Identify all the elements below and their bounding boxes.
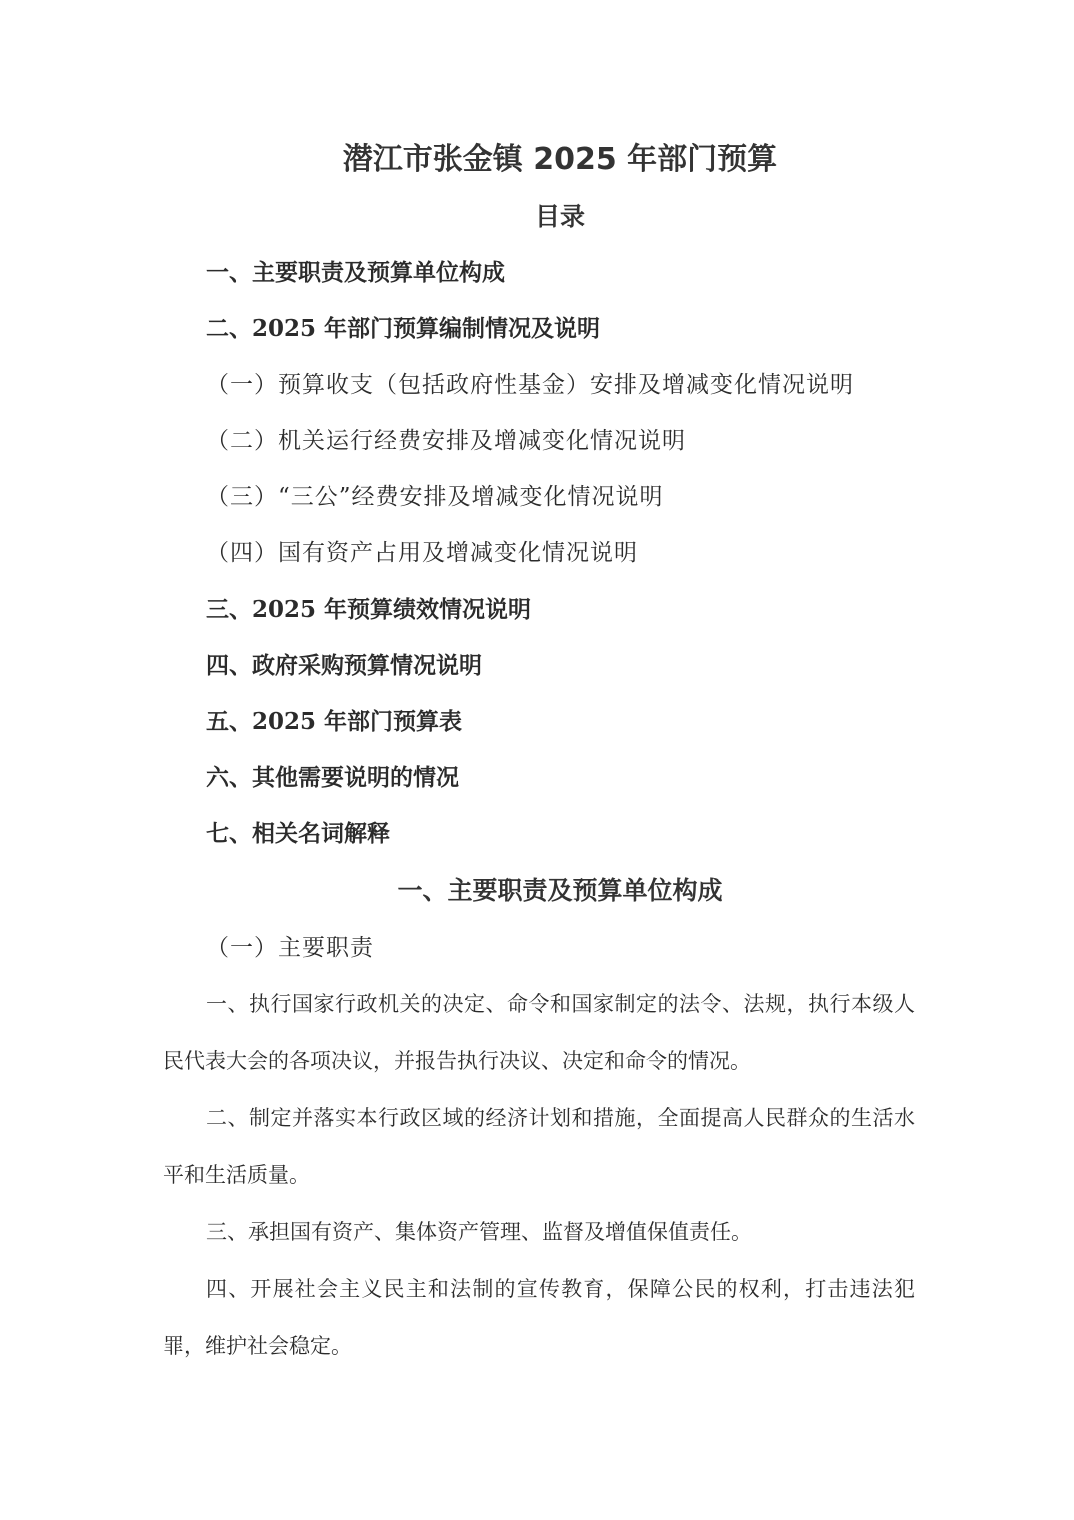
body-paragraph: 二、制定并落实本行政区域的经济计划和措施，全面提高人民群众的生活水平和生活质量。 — [163, 1106, 915, 1187]
toc-heading: 目录 — [534, 202, 585, 231]
toc-item: 七、相关名词解释 — [206, 820, 390, 847]
body-paragraph: 四、开展社会主义民主和法制的宣传教育，保障公民的权利，打击违法犯罪，维护社会稳定。 — [163, 1277, 915, 1358]
toc-item: 六、其他需要说明的情况 — [206, 764, 459, 791]
toc-item: 五、2025 年部门预算表 — [206, 708, 463, 735]
toc-item: 二、2025 年部门预算编制情况及说明 — [206, 315, 601, 342]
section-heading: 一、主要职责及预算单位构成 — [397, 876, 723, 905]
sub-heading: （一）主要职责 — [206, 935, 374, 961]
toc-item: 三、2025 年预算绩效情况说明 — [206, 596, 532, 623]
toc-item: （三）“三公”经费安排及增减变化情况说明 — [206, 484, 664, 510]
toc-item: （二）机关运行经费安排及增减变化情况说明 — [206, 428, 686, 454]
body-paragraph: 一、执行国家行政机关的决定、命令和国家制定的法令、法规，执行本级人民代表大会的各项决议，并报告执行决议、决定和命令的情况。 — [163, 992, 915, 1073]
toc-item: 四、政府采购预算情况说明 — [206, 652, 482, 679]
toc-item: （一）预算收支（包括政府性基金）安排及增减变化情况说明 — [206, 372, 854, 398]
body-paragraph: 三、承担国有资产、集体资产管理、监督及增值保值责任。 — [206, 1220, 752, 1244]
toc-item: 一、主要职责及预算单位构成 — [206, 259, 505, 286]
document-title: 潜江市张金镇 2025 年部门预算 — [342, 142, 778, 177]
toc-item: （四）国有资产占用及增减变化情况说明 — [206, 540, 638, 566]
